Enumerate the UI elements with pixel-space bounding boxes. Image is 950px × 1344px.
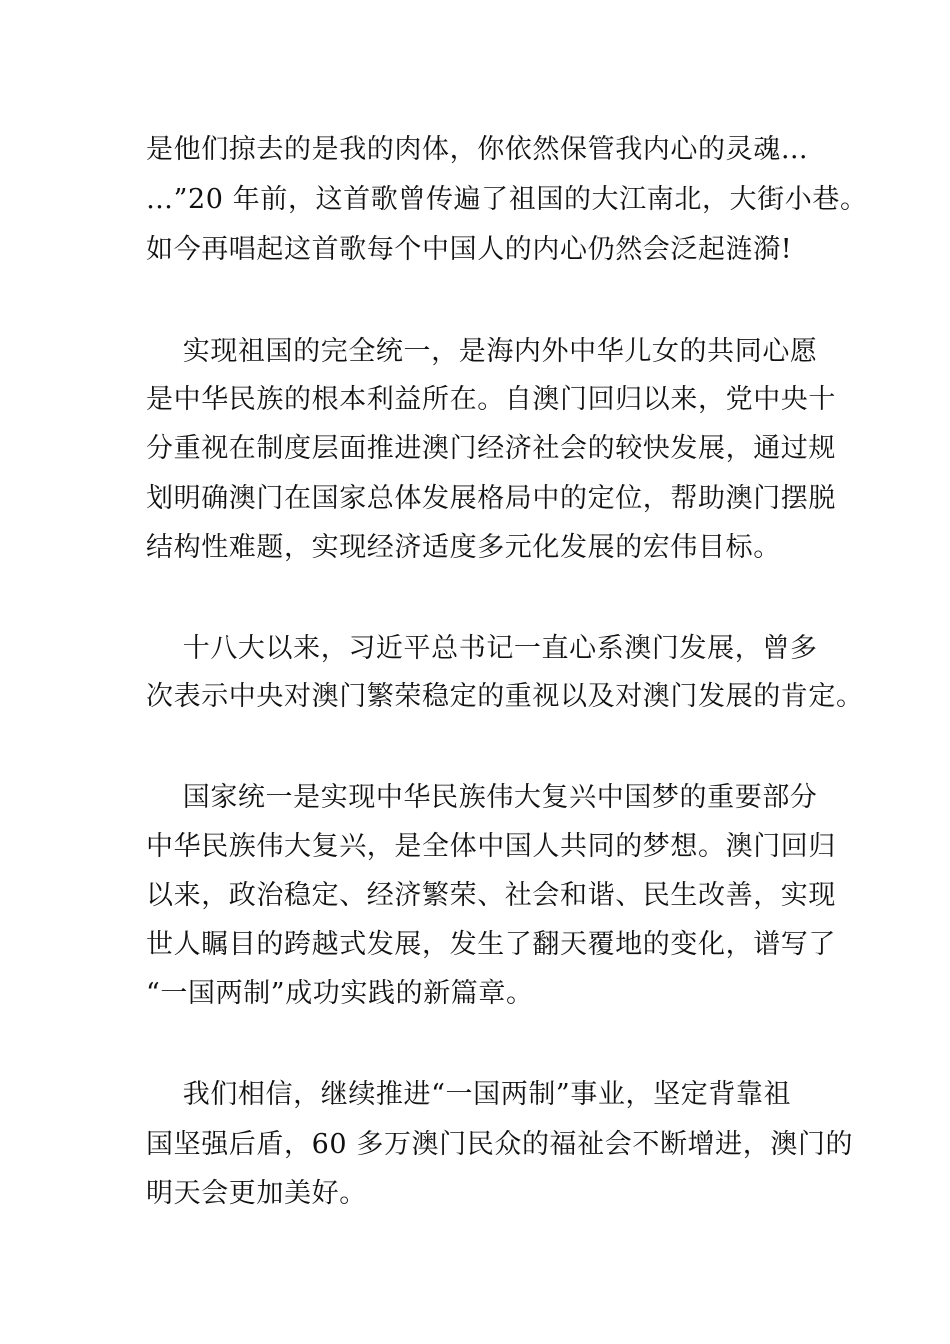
text-line: 世人瞩目的跨越式发展，发生了翻天覆地的变化，谱写了 bbox=[146, 929, 836, 960]
text-line: 我们相信，继续推进“一国两制”事业，坚定背靠祖 bbox=[146, 1079, 792, 1110]
text-line: 划明确澳门在国家总体发展格局中的定位，帮助澳门摆脱 bbox=[146, 483, 836, 514]
text-line: 是中华民族的根本利益所在。自澳门回归以来，党中央十 bbox=[146, 384, 836, 415]
text-line: …”20 年前，这首歌曾传遍了祖国的大江南北，大街小巷。 bbox=[146, 184, 868, 215]
text-line: 国家统一是实现中华民族伟大复兴中国梦的重要部分 bbox=[146, 782, 818, 813]
text-line: 十八大以来，习近平总书记一直心系澳门发展，曾多 bbox=[146, 633, 818, 664]
text-line: 分重视在制度层面推进澳门经济社会的较快发展，通过规 bbox=[146, 433, 836, 464]
text-line: “一国两制”成功实践的新篇章。 bbox=[146, 978, 534, 1009]
text-line: 中华民族伟大复兴，是全体中国人共同的梦想。澳门回归 bbox=[146, 831, 836, 862]
text-line: 明天会更加美好。 bbox=[146, 1178, 367, 1209]
text-line: 国坚强后盾，60 多万澳门民众的福祉会不断增进，澳门的 bbox=[146, 1129, 854, 1160]
text-line: 如今再唱起这首歌每个中国人的内心仍然会泛起涟漪! bbox=[146, 234, 793, 265]
text-line: 是他们掠去的是我的肉体，你依然保管我内心的灵魂… bbox=[146, 134, 809, 165]
text-line: 次表示中央对澳门繁荣稳定的重视以及对澳门发展的肯定。 bbox=[146, 681, 864, 712]
text-line: 以来，政治稳定、经济繁荣、社会和谐、民生改善，实现 bbox=[146, 880, 836, 911]
text-line: 实现祖国的完全统一，是海内外中华儿女的共同心愿 bbox=[146, 336, 818, 367]
text-line: 结构性难题，实现经济适度多元化发展的宏伟目标。 bbox=[146, 532, 781, 563]
